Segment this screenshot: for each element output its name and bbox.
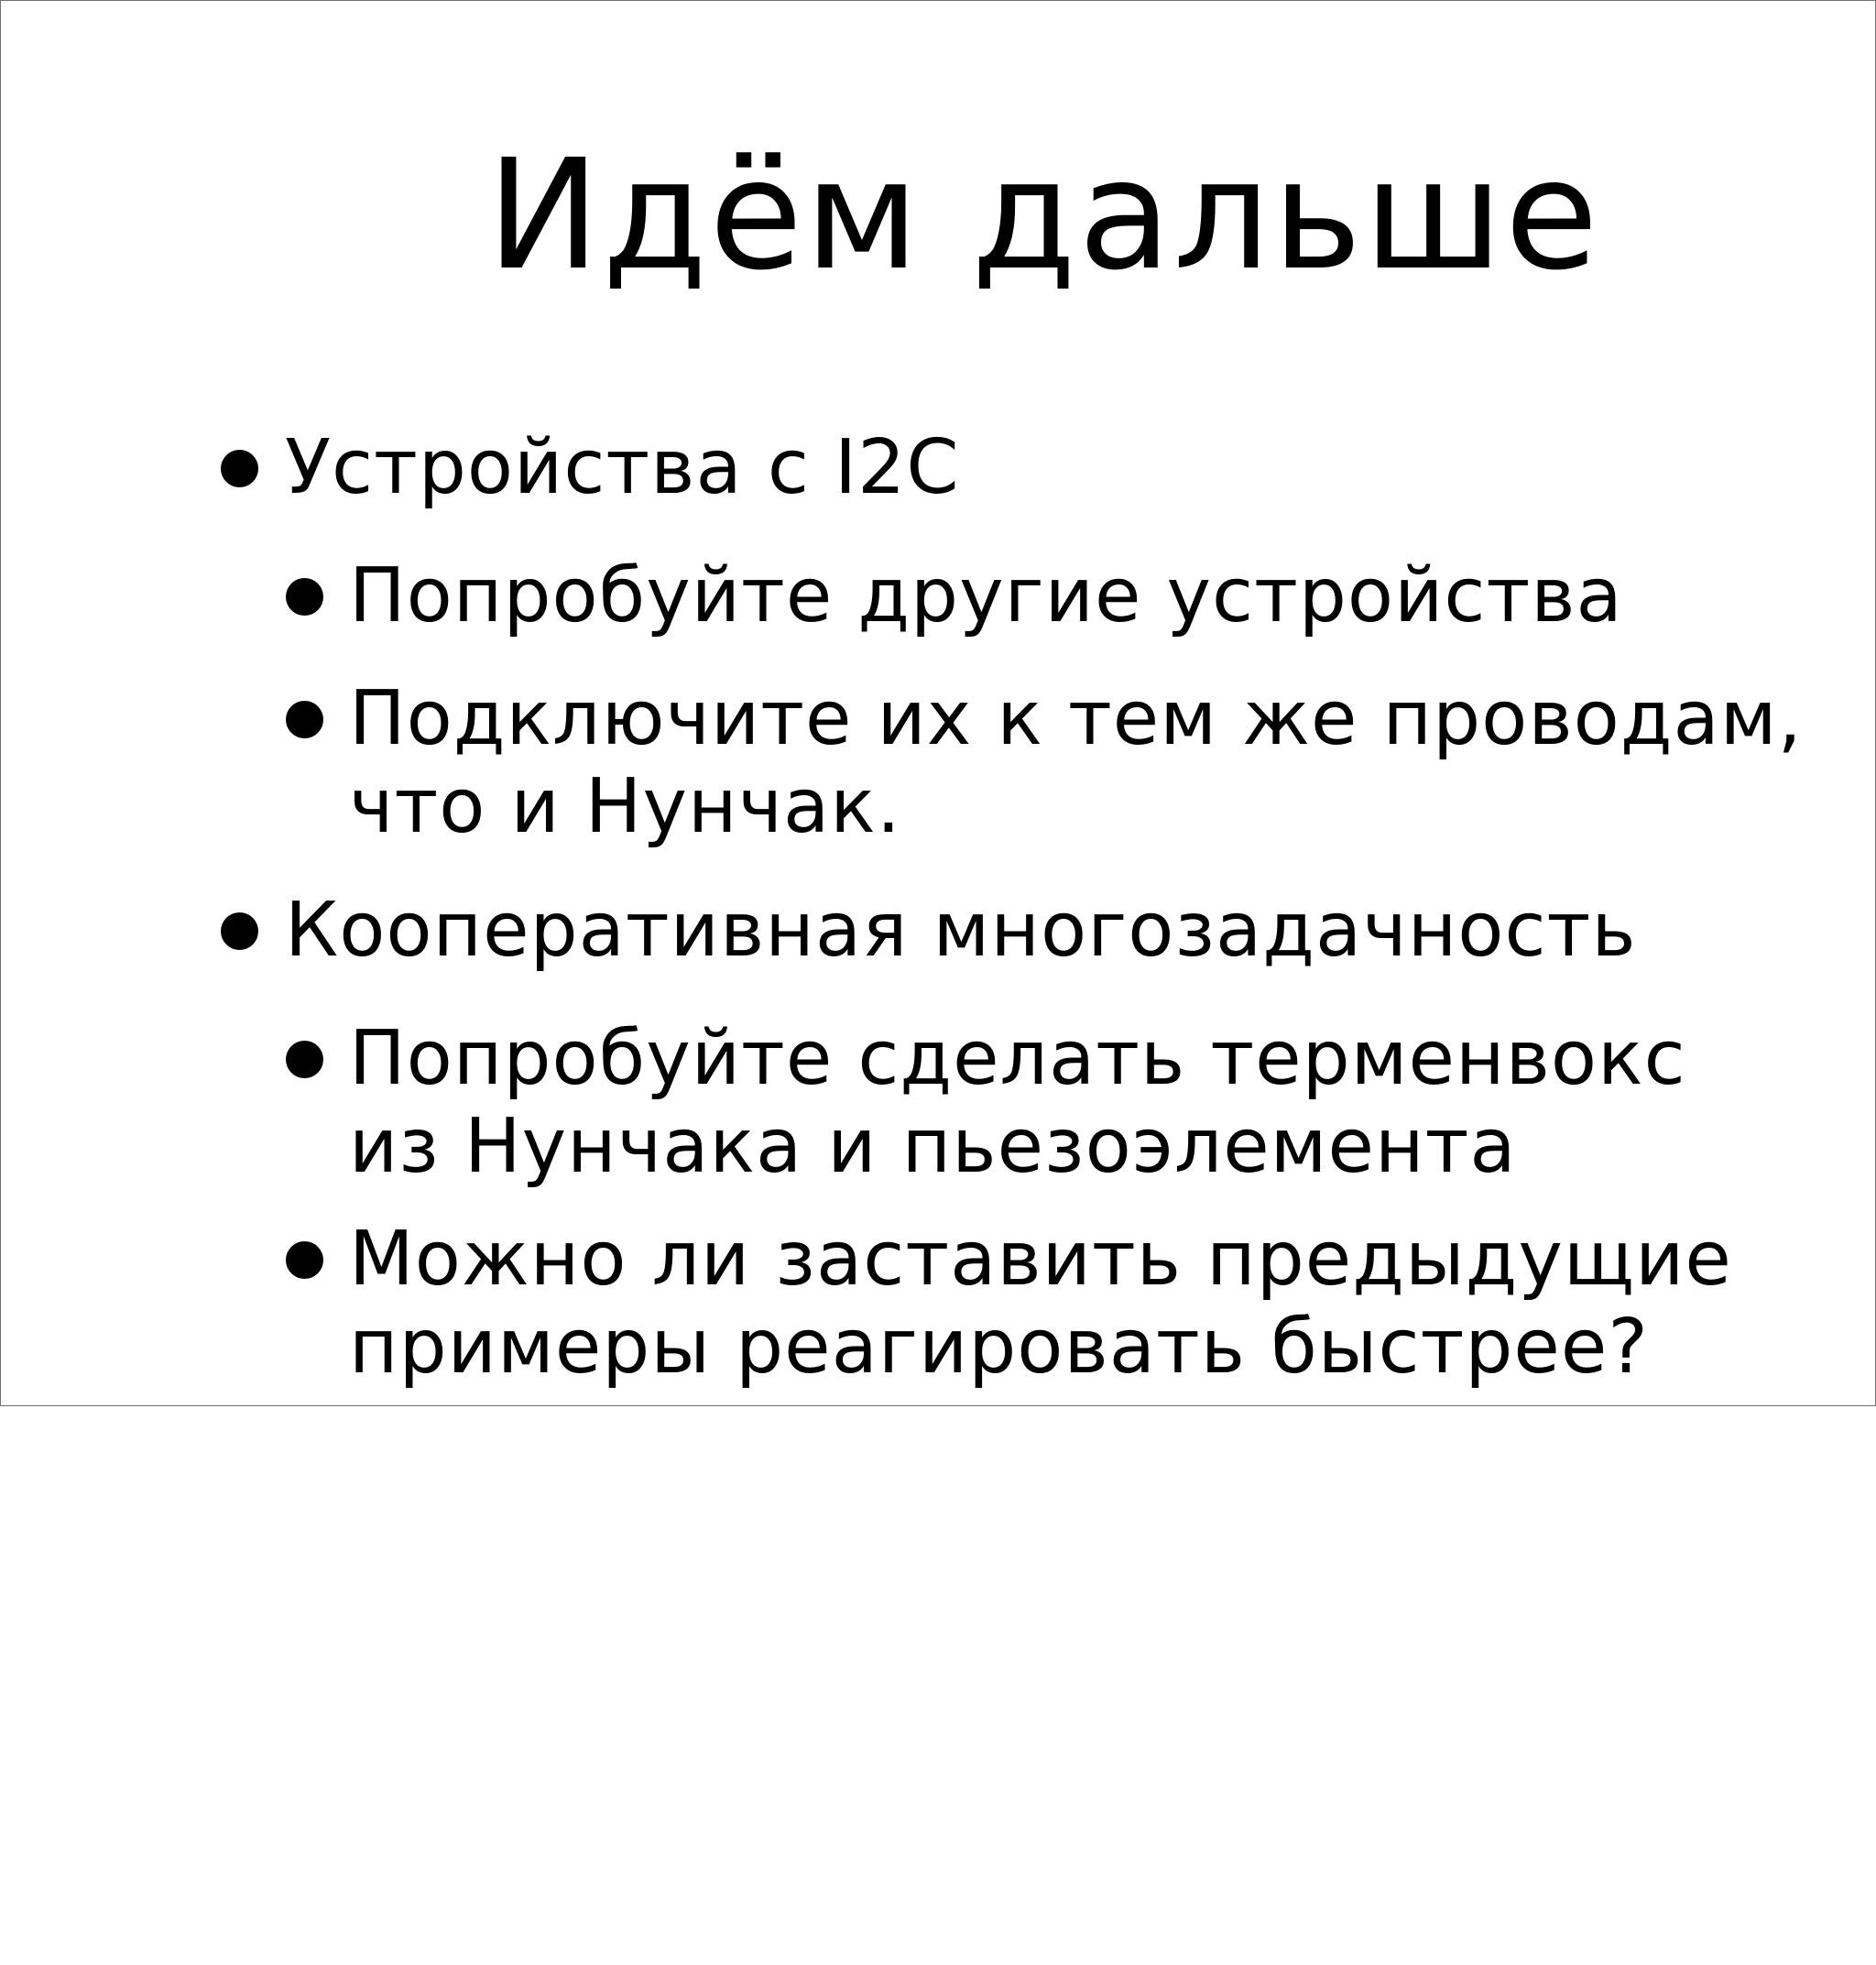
list-item bbox=[349, 1216, 1732, 1392]
list-item-text: Подключите их к тем же проводам, bbox=[349, 675, 1803, 762]
list-item-text: примеры реагировать быстрее? bbox=[349, 1304, 1649, 1391]
list-item bbox=[349, 675, 1803, 851]
list-item bbox=[285, 887, 1637, 975]
bullet-icon bbox=[221, 912, 258, 950]
list-item-text: Можно ли заставить предыдущие bbox=[349, 1216, 1732, 1303]
list-item-text: из Нунчака и пьезоэлемента bbox=[349, 1103, 1517, 1190]
list-item-text: Попробуйте другие устройства bbox=[349, 552, 1623, 639]
list-item bbox=[349, 1015, 1686, 1191]
bullet-icon bbox=[286, 1041, 323, 1078]
bullet-icon bbox=[286, 578, 323, 616]
list-item bbox=[349, 552, 1623, 640]
list-item-text: Попробуйте сделать терменвокс bbox=[349, 1015, 1686, 1102]
bullet-icon bbox=[221, 450, 258, 487]
list-item-text: что и Нунчак. bbox=[349, 763, 901, 850]
list-item-text: Кооперативная многозадачность bbox=[285, 887, 1637, 974]
list-item-text: Устройства с I2C bbox=[285, 424, 960, 511]
list-item bbox=[285, 424, 960, 512]
slide-title: Идём дальше bbox=[486, 127, 1600, 304]
bullet-icon bbox=[286, 701, 323, 738]
bullet-icon bbox=[286, 1241, 323, 1279]
